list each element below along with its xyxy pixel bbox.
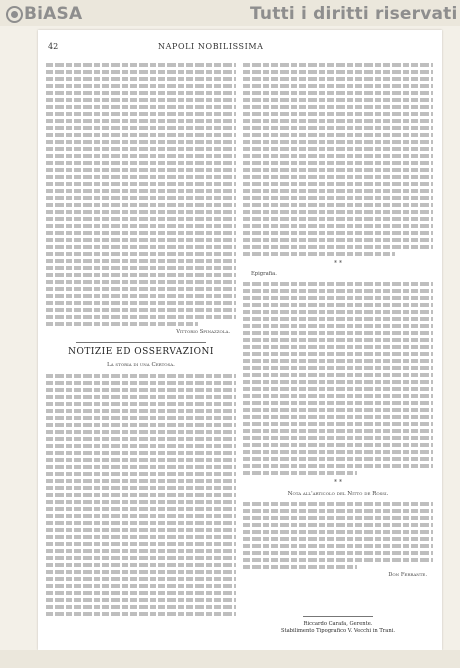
text-line xyxy=(46,437,236,441)
text-line xyxy=(243,317,433,321)
text-line xyxy=(46,252,236,256)
text-line xyxy=(46,542,236,546)
text-line xyxy=(46,294,236,298)
text-line xyxy=(243,310,433,314)
text-line xyxy=(243,282,433,286)
text-line xyxy=(46,458,236,462)
biasa-logo-icon xyxy=(6,6,23,23)
text-line xyxy=(46,287,236,291)
page-header xyxy=(48,42,432,52)
printer-credit: Stabilimento Tipografico V. Vecchi in Trani. xyxy=(280,628,396,634)
text-line xyxy=(46,231,236,235)
text-line xyxy=(243,523,433,527)
text-line xyxy=(243,63,433,67)
text-line xyxy=(46,535,236,539)
text-line xyxy=(46,612,236,616)
document-page xyxy=(38,30,442,650)
text-line xyxy=(46,322,198,326)
text-line xyxy=(243,91,433,95)
text-line xyxy=(243,126,433,130)
text-line xyxy=(46,444,236,448)
bottom-margin xyxy=(0,650,460,668)
text-line xyxy=(46,63,236,67)
text-line xyxy=(46,451,236,455)
article-subhead: La storia di una Certosa. xyxy=(107,362,175,369)
text-line xyxy=(243,544,433,548)
text-line xyxy=(243,408,433,412)
text-line xyxy=(46,210,236,214)
text-line xyxy=(46,112,236,116)
text-line xyxy=(46,189,236,193)
text-line xyxy=(46,402,236,406)
signature: Vittorio Spinazzola. xyxy=(176,329,230,335)
page-number: 42 xyxy=(48,42,59,51)
text-line xyxy=(46,259,236,263)
text-line xyxy=(46,182,236,186)
text-line xyxy=(243,140,433,144)
text-block xyxy=(243,502,433,569)
text-line xyxy=(243,352,433,356)
text-line xyxy=(46,77,236,81)
text-line xyxy=(243,502,433,506)
text-line xyxy=(243,394,433,398)
text-line xyxy=(46,70,236,74)
text-line xyxy=(46,168,236,172)
text-block xyxy=(46,63,236,326)
text-line xyxy=(46,98,236,102)
text-line xyxy=(243,77,433,81)
text-line xyxy=(243,175,433,179)
text-line xyxy=(46,308,236,312)
text-line xyxy=(243,436,433,440)
text-line xyxy=(243,231,433,235)
text-line xyxy=(46,301,236,305)
text-line xyxy=(243,443,433,447)
running-title: NAPOLI NOBILISSIMA xyxy=(158,42,264,51)
text-line xyxy=(46,598,236,602)
text-line xyxy=(243,196,433,200)
text-line xyxy=(243,457,433,461)
text-line xyxy=(46,423,236,427)
text-line xyxy=(46,147,236,151)
text-line xyxy=(46,273,236,277)
text-line xyxy=(46,140,236,144)
text-line xyxy=(46,84,236,88)
text-line xyxy=(243,471,357,475)
text-line xyxy=(46,416,236,420)
text-line xyxy=(46,500,236,504)
text-line xyxy=(243,551,433,555)
editor-credit xyxy=(243,616,433,627)
text-block xyxy=(243,282,433,475)
text-line xyxy=(46,105,236,109)
text-line xyxy=(46,266,236,270)
editor-name: Riccardo Carafa, Gerente. xyxy=(303,621,373,627)
text-line xyxy=(46,486,236,490)
text-line xyxy=(243,429,433,433)
text-line xyxy=(243,373,433,377)
text-line xyxy=(46,126,236,130)
text-line xyxy=(243,203,433,207)
text-line xyxy=(243,98,433,102)
text-line xyxy=(46,465,236,469)
text-line xyxy=(46,563,236,567)
text-line xyxy=(243,289,433,293)
text-line xyxy=(243,450,433,454)
text-line xyxy=(46,91,236,95)
text-line xyxy=(46,514,236,518)
text-line xyxy=(243,224,433,228)
left-column xyxy=(46,60,236,619)
text-line xyxy=(243,238,433,242)
text-line xyxy=(243,338,433,342)
text-line xyxy=(243,119,433,123)
text-line xyxy=(46,577,236,581)
text-block xyxy=(46,374,236,616)
text-line xyxy=(243,161,433,165)
text-line xyxy=(243,189,433,193)
text-block xyxy=(243,63,433,256)
text-line xyxy=(243,558,433,562)
text-line xyxy=(46,556,236,560)
text-line xyxy=(243,345,433,349)
text-line xyxy=(46,161,236,165)
text-line xyxy=(243,422,433,426)
text-line xyxy=(243,182,433,186)
right-column xyxy=(243,60,433,585)
text-line xyxy=(46,409,236,413)
asterism-icon: * * xyxy=(334,479,342,487)
text-line xyxy=(46,245,236,249)
asterism-icon: * * xyxy=(334,260,342,267)
text-line xyxy=(46,315,236,319)
text-line xyxy=(243,366,433,370)
watermark-left: BiASA xyxy=(24,4,83,24)
section-heading: Epigrafia. xyxy=(251,271,277,278)
text-line xyxy=(243,359,433,363)
text-line xyxy=(243,296,433,300)
text-line xyxy=(243,112,433,116)
watermark-right: Tutti i diritti riservati xyxy=(250,4,458,24)
text-line xyxy=(243,147,433,151)
text-line xyxy=(46,238,236,242)
text-line xyxy=(243,401,433,405)
text-line xyxy=(46,395,236,399)
text-line xyxy=(46,133,236,137)
text-line xyxy=(243,133,433,137)
watermark-banner xyxy=(0,0,460,26)
divider xyxy=(76,342,206,343)
text-line xyxy=(46,605,236,609)
text-line xyxy=(243,168,433,172)
text-line xyxy=(243,464,433,468)
text-line xyxy=(243,210,433,214)
text-line xyxy=(243,324,433,328)
signature: Don Ferrante. xyxy=(388,571,427,578)
text-line xyxy=(46,224,236,228)
text-line xyxy=(243,387,433,391)
text-line xyxy=(46,119,236,123)
text-line xyxy=(46,280,236,284)
text-line xyxy=(46,479,236,483)
text-line xyxy=(46,549,236,553)
text-line xyxy=(46,591,236,595)
text-line xyxy=(46,175,236,179)
text-line xyxy=(243,509,433,513)
text-line xyxy=(243,537,433,541)
text-line xyxy=(243,530,433,534)
text-line xyxy=(243,245,433,249)
text-line xyxy=(46,507,236,511)
text-line xyxy=(243,217,433,221)
text-line xyxy=(46,493,236,497)
text-line xyxy=(46,430,236,434)
section-title: NOTIZIE ED OSSERVAZIONI xyxy=(68,347,214,358)
note-subhead: Nota all'articolo del Nitto de Rossi. xyxy=(287,490,389,497)
text-line xyxy=(46,521,236,525)
text-line xyxy=(243,154,433,158)
text-line xyxy=(243,84,433,88)
text-line xyxy=(46,203,236,207)
text-line xyxy=(243,415,433,419)
divider xyxy=(303,616,373,617)
text-line xyxy=(46,570,236,574)
text-line xyxy=(46,217,236,221)
text-line xyxy=(46,154,236,158)
text-line xyxy=(243,252,395,256)
text-line xyxy=(46,388,236,392)
text-line xyxy=(46,472,236,476)
text-line xyxy=(46,528,236,532)
text-line xyxy=(46,374,236,378)
text-line xyxy=(243,70,433,74)
text-line xyxy=(243,516,433,520)
text-line xyxy=(46,196,236,200)
text-line xyxy=(243,303,433,307)
text-line xyxy=(46,381,236,385)
text-line xyxy=(243,105,433,109)
text-line xyxy=(243,380,433,384)
text-line xyxy=(243,331,433,335)
text-line xyxy=(46,584,236,588)
text-line xyxy=(243,565,357,569)
